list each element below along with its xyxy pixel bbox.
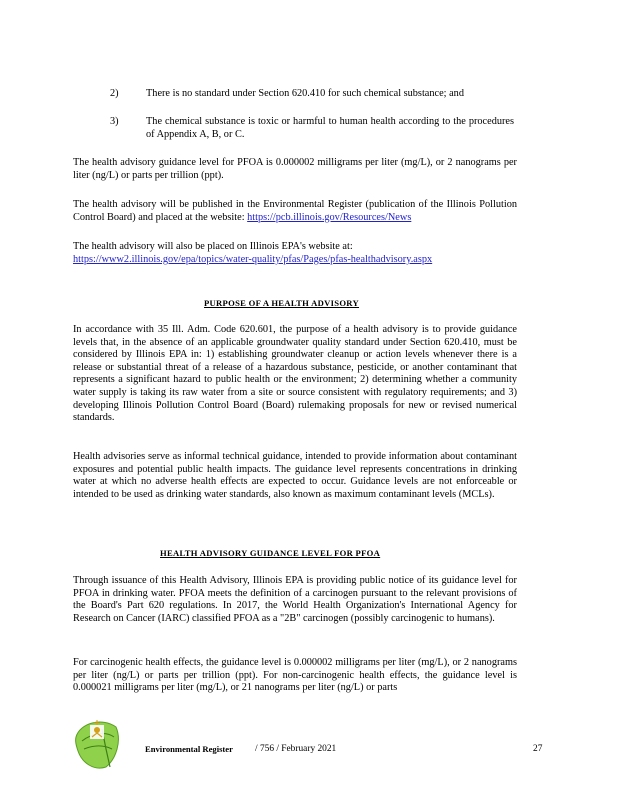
footer-publication <box>145 744 233 755</box>
footer-issue: / 756 / February 2021 <box>255 744 337 754</box>
section-heading-guidance-level: HEALTH ADVISORY GUIDANCE LEVEL FOR PFOA <box>160 548 381 558</box>
list-item-text: The chemical substance is toxic or harmful to human health according to the procedures of Appendix A, B, or C. <box>146 116 514 140</box>
footer-page-number: 27 <box>533 744 543 754</box>
section-heading-purpose: PURPOSE OF A HEALTH ADVISORY <box>204 298 360 308</box>
paragraph-epa-website <box>73 241 517 266</box>
list-item-number: 2) <box>110 88 119 99</box>
list-item <box>110 116 514 144</box>
paragraph-carcinogenic: For carcinogenic health effects, the guidance level is 0.000002 milligrams per liter (mg/L), or 2 nanograms per liter (ng/L) or parts per trillion (ppt). For non-carcinogenic health effects, the guidance level is 0.000021 milligrams per liter (mg/L), or 21 nanograms per liter (ng/L) or parts <box>73 657 517 694</box>
illinois-pcb-logo-icon <box>72 715 124 771</box>
paragraph-purpose: In accordance with 35 Ill. Adm. Code 620.601, the purpose of a health advisory is to provide guidance levels that, in the absence of an applicable groundwater quality standard under Section 620.410, must be considered by Illinois EPA in: 1) establishing groundwater cleanup or action levels whenever there is a release or substantial threat of a release of a hazardous substance, pesticide, or another contaminant that represents a significant hazard to public health or the environment; 2) determining whether a community water supply is taking its raw water from a site or source consistent with regulatory requirements; and 3) developing Illinois Pollution Control Board (Board) rulemaking proposals for new or revised numerical standards. <box>73 324 517 424</box>
paragraph-publication <box>73 199 517 224</box>
epa-health-advisory-link[interactable]: https://www2.illinois.gov/epa/topics/water-quality/pfas/Pages/pfas-healthadvisory.aspx <box>73 253 433 265</box>
paragraph-guidance-level: The health advisory guidance level for PFOA is 0.000002 milligrams per liter (mg/L), or 2 nanograms per liter (ng/L) or parts per trillion (ppt). <box>73 157 517 181</box>
list-item <box>110 88 514 102</box>
footer-publication-name: Environmental Register <box>145 744 233 754</box>
pcb-news-link[interactable]: https://pcb.illinois.gov/Resources/News <box>247 211 412 223</box>
paragraph-epa-website-text: The health advisory will also be placed on Illinois EPA's website at: <box>73 241 353 252</box>
list-item-text: There is no standard under Section 620.410 for such chemical substance; and <box>146 88 464 99</box>
paragraph-health-advisories: Health advisories serve as informal technical guidance, intended to provide information about contaminant exposures and potential public health impacts. The guidance level represents concentrations in drinking water at which no adverse health effects are expected to occur. Guidance levels are not enforceable or intended to be used as drinking water standards, also known as maximum contaminant levels (MCLs). <box>73 451 517 500</box>
paragraph-publication-text: The health advisory will be published in the Environmental Register (publication of the Illinois Pollution Control Board) and placed at the website: <box>73 199 517 223</box>
list-item-number: 3) <box>110 116 119 127</box>
paragraph-issuance: Through issuance of this Health Advisory, Illinois EPA is providing public notice of its guidance level for PFOA in drinking water. PFOA meets the definition of a carcinogen pursuant to the relevant provisions of the Board's Part 620 regulations. In 2017, the World Health Organization's International Agency for Research on Cancer (IARC) classified PFOA as a "2B" carcinogen (possibly carcinogenic to humans). <box>73 575 517 624</box>
